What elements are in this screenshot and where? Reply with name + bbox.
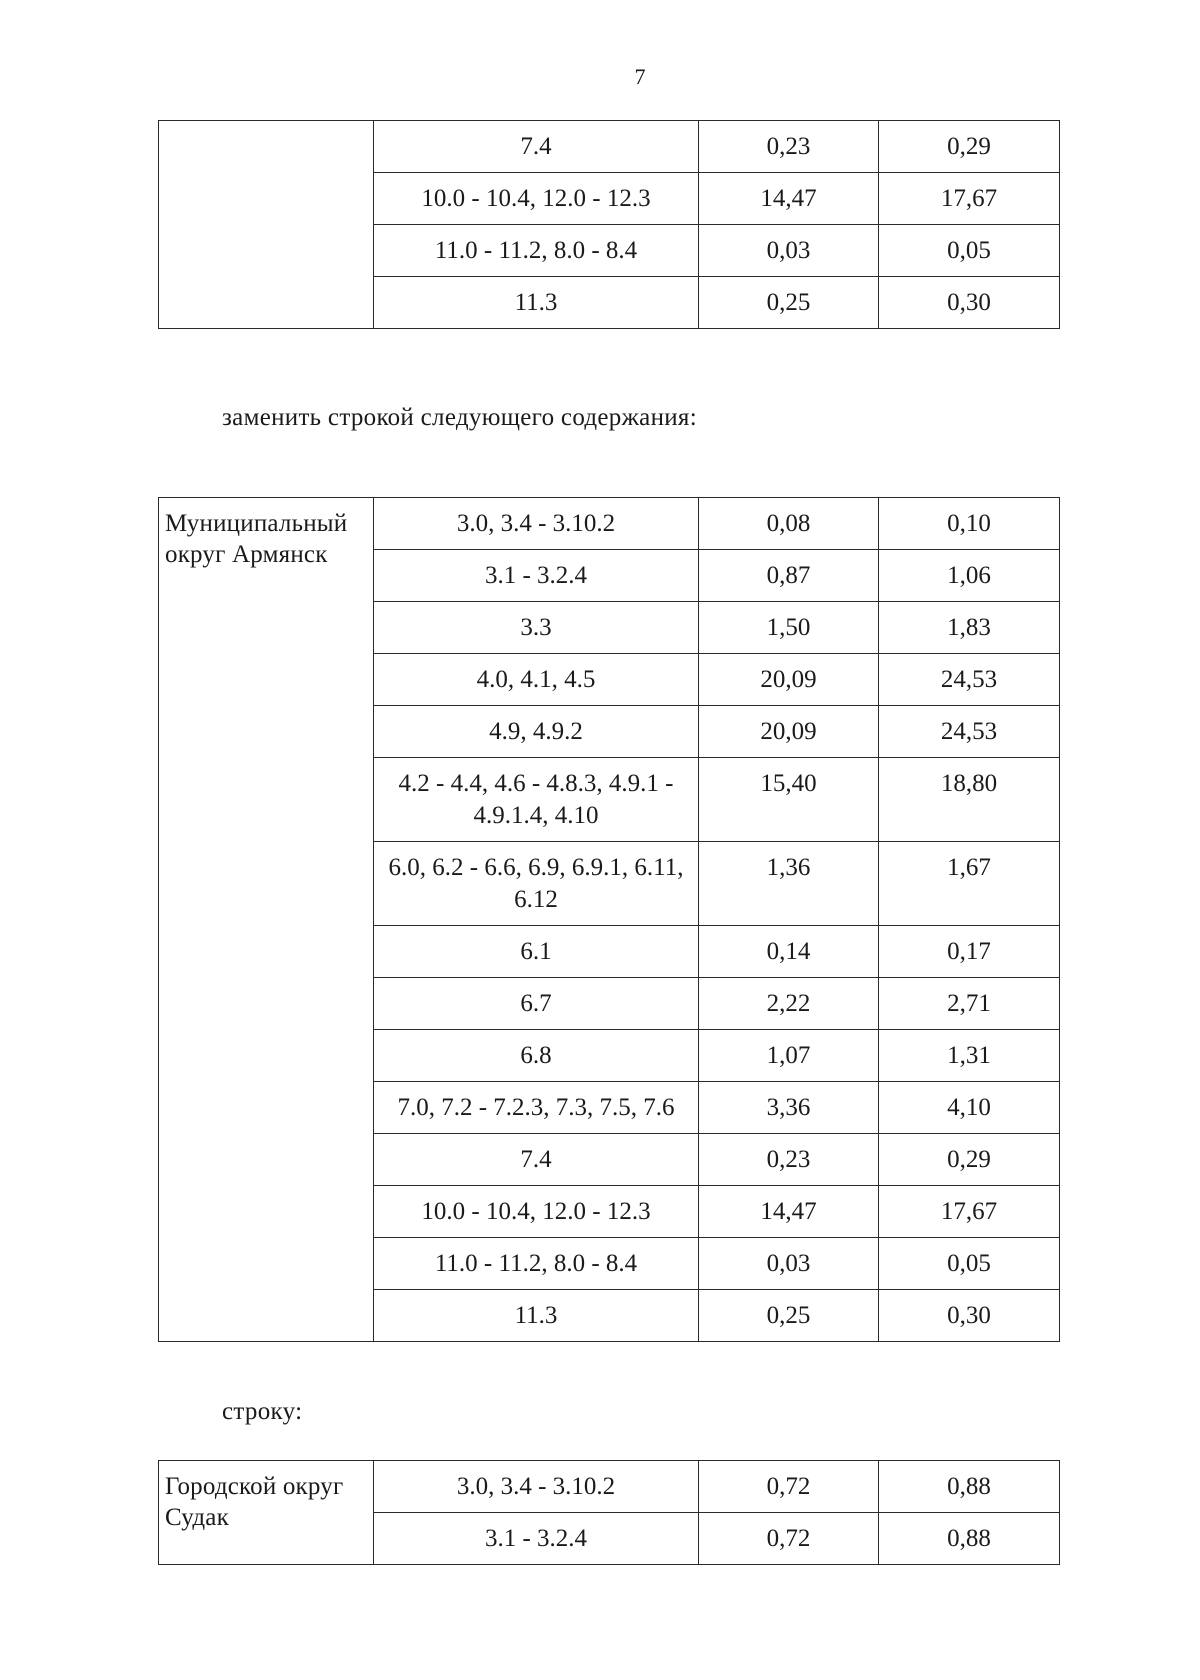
code-cell: 3.1 - 3.2.4	[374, 1513, 699, 1565]
value-cell: 1,50	[699, 602, 879, 654]
value-cell: 2,71	[879, 978, 1060, 1030]
code-cell: 3.0, 3.4 - 3.10.2	[374, 1461, 699, 1513]
value-cell: 0,14	[699, 926, 879, 978]
value-cell: 0,17	[879, 926, 1060, 978]
code-cell: 6.7	[374, 978, 699, 1030]
code-cell: 3.1 - 3.2.4	[374, 550, 699, 602]
code-cell: 4.0, 4.1, 4.5	[374, 654, 699, 706]
code-cell: 6.8	[374, 1030, 699, 1082]
value-cell: 15,40	[699, 758, 879, 842]
value-cell: 17,67	[879, 1186, 1060, 1238]
value-cell: 0,05	[879, 225, 1060, 277]
code-cell: 11.3	[374, 277, 699, 329]
value-cell: 1,36	[699, 842, 879, 926]
value-cell: 0,29	[879, 121, 1060, 173]
table-row	[159, 121, 1060, 173]
value-cell: 0,03	[699, 1238, 879, 1290]
row-instruction: строку:	[222, 1398, 303, 1425]
value-cell: 1,07	[699, 1030, 879, 1082]
municipality-cell: Городской округ Судак	[159, 1461, 374, 1565]
value-cell: 17,67	[879, 173, 1060, 225]
value-cell: 0,25	[699, 277, 879, 329]
code-cell: 3.3	[374, 602, 699, 654]
value-cell: 2,22	[699, 978, 879, 1030]
value-cell: 0,10	[879, 498, 1060, 550]
code-cell: 10.0 - 10.4, 12.0 - 12.3	[374, 173, 699, 225]
code-cell: 3.0, 3.4 - 3.10.2	[374, 498, 699, 550]
value-cell: 14,47	[699, 173, 879, 225]
table-row	[159, 498, 1060, 550]
value-cell: 0,25	[699, 1290, 879, 1342]
code-cell: 11.3	[374, 1290, 699, 1342]
table-sudak	[158, 1460, 1060, 1565]
table-continuation	[158, 120, 1060, 329]
value-cell: 20,09	[699, 706, 879, 758]
table-armyansk	[158, 497, 1060, 1342]
value-cell: 0,72	[699, 1513, 879, 1565]
municipality-cell: Муниципальный округ Армянск	[159, 498, 374, 1342]
value-cell: 0,30	[879, 1290, 1060, 1342]
code-cell: 4.2 - 4.4, 4.6 - 4.8.3, 4.9.1 - 4.9.1.4, 4.10	[374, 758, 699, 842]
code-cell: 6.0, 6.2 - 6.6, 6.9, 6.9.1, 6.11, 6.12	[374, 842, 699, 926]
table-row	[159, 1461, 1060, 1513]
value-cell: 3,36	[699, 1082, 879, 1134]
value-cell: 0,87	[699, 550, 879, 602]
code-cell: 7.4	[374, 1134, 699, 1186]
value-cell: 1,06	[879, 550, 1060, 602]
value-cell: 0,23	[699, 121, 879, 173]
value-cell: 0,03	[699, 225, 879, 277]
value-cell: 18,80	[879, 758, 1060, 842]
value-cell: 1,83	[879, 602, 1060, 654]
empty-municipality-cell	[159, 121, 374, 329]
value-cell: 0,88	[879, 1461, 1060, 1513]
value-cell: 0,72	[699, 1461, 879, 1513]
value-cell: 24,53	[879, 654, 1060, 706]
value-cell: 1,31	[879, 1030, 1060, 1082]
code-cell: 11.0 - 11.2, 8.0 - 8.4	[374, 225, 699, 277]
value-cell: 0,88	[879, 1513, 1060, 1565]
code-cell: 7.4	[374, 121, 699, 173]
value-cell: 4,10	[879, 1082, 1060, 1134]
code-cell: 7.0, 7.2 - 7.2.3, 7.3, 7.5, 7.6	[374, 1082, 699, 1134]
value-cell: 14,47	[699, 1186, 879, 1238]
page-number: 7	[634, 64, 646, 89]
replace-instruction: заменить строкой следующего содержания:	[222, 404, 697, 431]
value-cell: 20,09	[699, 654, 879, 706]
value-cell: 0,29	[879, 1134, 1060, 1186]
code-cell: 11.0 - 11.2, 8.0 - 8.4	[374, 1238, 699, 1290]
code-cell: 10.0 - 10.4, 12.0 - 12.3	[374, 1186, 699, 1238]
code-cell: 6.1	[374, 926, 699, 978]
value-cell: 0,30	[879, 277, 1060, 329]
value-cell: 1,67	[879, 842, 1060, 926]
value-cell: 0,08	[699, 498, 879, 550]
value-cell: 0,05	[879, 1238, 1060, 1290]
code-cell: 4.9, 4.9.2	[374, 706, 699, 758]
value-cell: 24,53	[879, 706, 1060, 758]
value-cell: 0,23	[699, 1134, 879, 1186]
